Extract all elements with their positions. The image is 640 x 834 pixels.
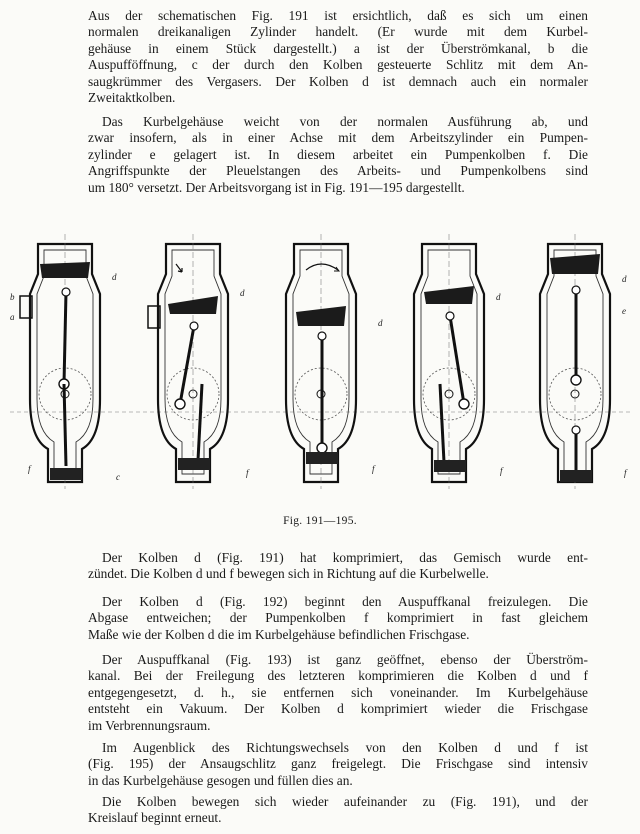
text-line: Im Augenblick des Richtungswechsels von den Kolben d und f ist: [102, 740, 588, 755]
label-a: a: [10, 312, 15, 322]
label-d: d: [112, 272, 117, 282]
label-d: d: [622, 274, 627, 284]
body-paragraph-5: [88, 794, 588, 827]
label-b: b: [10, 292, 15, 302]
piston-d: [40, 262, 90, 278]
body-paragraph-1: [88, 550, 588, 583]
label-c: c: [116, 472, 120, 482]
intro-paragraph-2: [88, 114, 588, 196]
text-line: Angriffspunkte der Pleuelstangen des Arbeits- und Pumpenkolbens sind: [88, 163, 588, 179]
label-f: f: [500, 466, 503, 476]
label-f: f: [246, 468, 249, 478]
text-line: saugkrümmer des Vergasers. Der Kolben d ist demnach auch ein normaler: [88, 73, 588, 89]
text-line: um 180° versetzt. Der Arbeitsvorgang ist in Fig. 191—195 dargestellt.: [88, 179, 465, 195]
text-line: Der Kolben d (Fig. 191) hat komprimiert, das Gemisch wurde ent-: [102, 550, 588, 565]
text-line: entsteht ein Vakuum. Der Kolben d komprimiert wieder die Frischgase: [88, 701, 588, 717]
text-line: in das Kurbelgehäuse gesogen und füllen dies an.: [88, 772, 353, 788]
figure-191: [20, 234, 100, 489]
text-line: zylinder e gelagert ist. In diesem arbeitet ein Pumpenkolben f. Die: [88, 146, 588, 162]
label-d: d: [496, 292, 501, 302]
text-line: Auspufföffnung, c der durch den Kolben gesteuerte Schlitz mit dem An-: [88, 57, 588, 73]
text-line: Maße wie der Kolben d die im Kurbelgehäuse befindlichen Frischgase.: [88, 626, 470, 642]
text-line: kanal. Bei der Freilegung des letzteren komprimieren die Kolben d und f: [88, 668, 588, 684]
text-line: Der Kolben d (Fig. 192) beginnt den Auspuffkanal freizulegen. Die: [102, 594, 588, 609]
piston-f: [50, 468, 82, 480]
label-f: f: [624, 468, 627, 478]
text-line: Kreislauf beginnt erneut.: [88, 810, 222, 826]
figure-193: [286, 234, 356, 489]
body-paragraph-2: [88, 594, 588, 643]
label-d: d: [378, 318, 383, 328]
figure-192: [148, 234, 228, 489]
text-line: Das Kurbelgehäuse weicht von der normalen Ausführung ab, und: [102, 114, 588, 129]
text-line: normalen dreikanaligen Zylinder handelt. (Er wurde mit dem Kurbel-: [88, 24, 588, 40]
body-paragraph-4: [88, 740, 588, 789]
label-f: f: [372, 464, 375, 474]
figure-194: [414, 234, 484, 489]
text-line: entgegengesetzt, d. h., sie entfernen sich voneinander. Im Kurbelgehäuse: [88, 684, 588, 700]
label-d: d: [240, 288, 245, 298]
text-line: Aus der schematischen Fig. 191 ist ersichtlich, daß es sich um einen: [88, 8, 588, 23]
figure-caption: Fig. 191—195.: [283, 515, 357, 527]
label-e: e: [622, 306, 626, 316]
body-paragraph-3: [88, 652, 588, 734]
text-line: Die Kolben bewegen sich wieder aufeinander zu (Fig. 191), und der: [102, 794, 588, 809]
intro-paragraph-1: [88, 8, 588, 106]
text-line: zwar insofern, als in einer Achse mit dem Arbeitszylinder ein Pumpen-: [88, 130, 588, 146]
engine-cycle-figures: [0, 222, 640, 512]
text-line: zündet. Die Kolben d und f bewegen sich in Richtung auf die Kurbelwelle.: [88, 566, 489, 582]
text-line: (Fig. 195) der Ansaugschlitz ganz freigelegt. Die Frischgase sind intensiv: [88, 756, 588, 772]
text-line: im Verbrennungsraum.: [88, 717, 211, 733]
text-line: Zweitaktkolben.: [88, 90, 176, 106]
label-f: f: [28, 464, 31, 474]
text-line: Der Auspuffkanal (Fig. 193) ist ganz geöffnet, ebenso der Überström-: [102, 652, 588, 667]
text-line: Abgase entweichen; der Pumpenkolben f komprimiert in fast gleichem: [88, 610, 588, 626]
figure-195: [540, 234, 610, 489]
text-line: gehäuse in einem Stück dargestellt.) a ist der Überströmkanal, b die: [88, 40, 588, 56]
